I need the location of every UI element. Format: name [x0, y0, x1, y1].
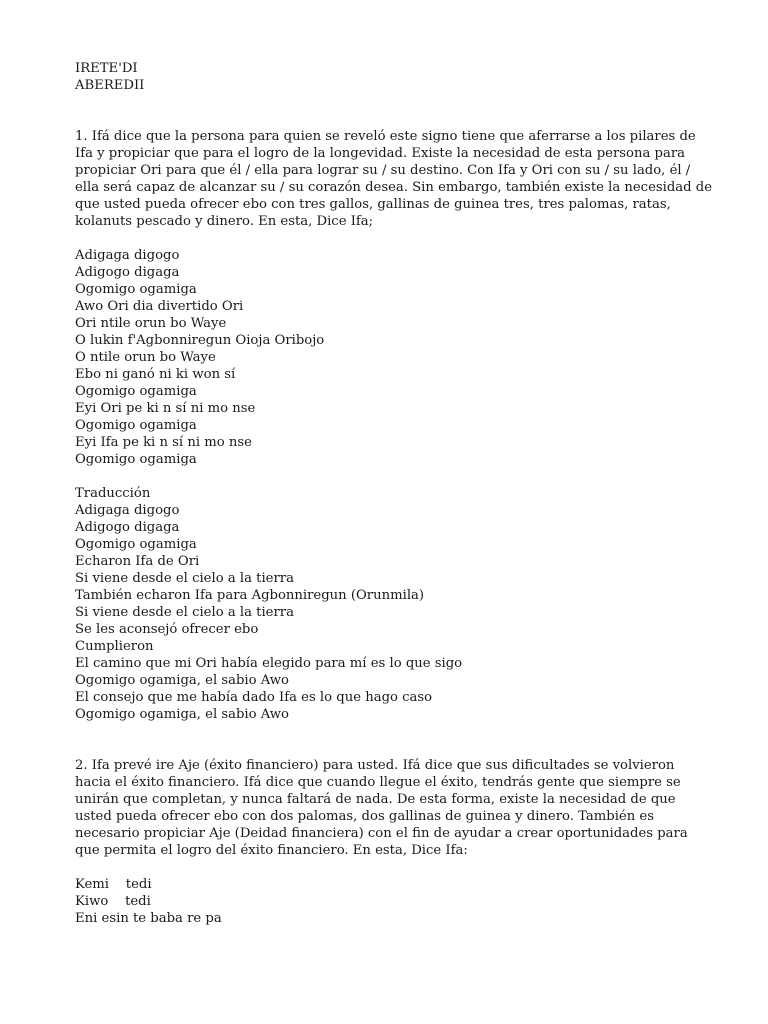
translation-line: El camino que mi Ori había elegido para mí es lo que sigo — [75, 656, 463, 671]
verse-line: Adigogo digaga — [75, 265, 180, 280]
paragraph-line: propiciar Ori para que él / ella para lograr su / su destino. Con Ifa y Ori con su / su lado, él / — [75, 163, 691, 178]
verse-line: Ori ntile orun bo Waye — [75, 316, 227, 331]
paragraph-line: que permita el logro del éxito financiero. En esta, Dice Ifa: — [75, 843, 468, 858]
translation-line: Se les aconsejó ofrecer ebo — [75, 622, 259, 637]
translation-line: También echaron Ifa para Agbonniregun (Orunmila) — [75, 588, 425, 603]
verse-line: Ogomigo ogamiga — [75, 282, 197, 297]
document-title-line-1: IRETE'DI — [75, 61, 138, 76]
section-2-paragraph — [75, 757, 715, 859]
document-page — [75, 60, 715, 927]
verse-line: Ogomigo ogamiga — [75, 452, 197, 467]
verse-line: Adigaga digogo — [75, 248, 180, 263]
paragraph-line: usted pueda ofrecer ebo con dos palomas, dos gallinas de guinea y dinero. También es — [75, 809, 654, 824]
translation-line: Echaron Ifa de Ori — [75, 554, 200, 569]
spacer — [75, 94, 715, 128]
translation-line: Si viene desde el cielo a la tierra — [75, 605, 294, 620]
translation-line: Ogomigo ogamiga, el sabio Awo — [75, 707, 289, 722]
translation-line: Ogomigo ogamiga, el sabio Awo — [75, 673, 289, 688]
verse-line: Eyi Ori pe ki n sí ni mo nse — [75, 401, 256, 416]
translation-line: Adigaga digogo — [75, 503, 180, 518]
section-1-paragraph — [75, 128, 715, 230]
spacer — [75, 230, 715, 247]
spacer — [75, 859, 715, 876]
verse-line: Ebo ni ganó ni ki won sí — [75, 367, 236, 382]
paragraph-line: necesario propiciar Aje (Deidad financiera) con el fin de ayudar a crear oportunidades para — [75, 826, 688, 841]
translation-line: Adigogo digaga — [75, 520, 180, 535]
verse-line: Eyi Ifa pe ki n sí ni mo nse — [75, 435, 252, 450]
spacer — [75, 468, 715, 485]
spacer — [75, 723, 715, 757]
paragraph-line: Ifa y propiciar que para el logro de la longevidad. Existe la necesidad de esta persona para — [75, 146, 686, 161]
paragraph-line: 2. Ifa prevé ire Aje (éxito financiero) para usted. Ifá dice que sus dificultades se volvieron — [75, 758, 675, 773]
paragraph-line: kolanuts pescado y dinero. En esta, Dice Ifa; — [75, 214, 374, 229]
verse-line: Eni esin te baba re pa — [75, 911, 222, 926]
translation-line: El consejo que me había dado Ifa es lo que hago caso — [75, 690, 433, 705]
verse-line: Awo Ori dia divertido Ori — [75, 299, 244, 314]
paragraph-line: ella será capaz de alcanzar su / su corazón desea. Sin embargo, también existe la necesidad de — [75, 180, 713, 195]
translation-line: Cumplieron — [75, 639, 154, 654]
section-2-verse — [75, 876, 715, 927]
translation-line: Si viene desde el cielo a la tierra — [75, 571, 294, 586]
section-1-verse — [75, 247, 715, 468]
document-title-line-2: ABEREDII — [75, 78, 145, 93]
translation-heading: Traducción — [75, 486, 151, 501]
paragraph-line: que usted pueda ofrecer ebo con tres gallos, gallinas de guinea tres, tres palomas, ratas, — [75, 197, 671, 212]
verse-line: Kiwo tedi — [75, 894, 151, 909]
verse-line: Kemi tedi — [75, 877, 152, 892]
section-1-translation — [75, 485, 715, 723]
verse-line: O ntile orun bo Waye — [75, 350, 216, 365]
paragraph-line: unirán que completan, y nunca faltará de nada. De esta forma, existe la necesidad de que — [75, 792, 676, 807]
translation-line: Ogomigo ogamiga — [75, 537, 197, 552]
paragraph-line: hacia el éxito financiero. Ifá dice que cuando llegue el éxito, tendrás gente que siempre se — [75, 775, 681, 790]
paragraph-line: 1. Ifá dice que la persona para quien se reveló este signo tiene que aferrarse a los pilares de — [75, 129, 696, 144]
verse-line: O lukin f'Agbonniregun Oioja Oribojo — [75, 333, 325, 348]
verse-line: Ogomigo ogamiga — [75, 418, 197, 433]
verse-line: Ogomigo ogamiga — [75, 384, 197, 399]
